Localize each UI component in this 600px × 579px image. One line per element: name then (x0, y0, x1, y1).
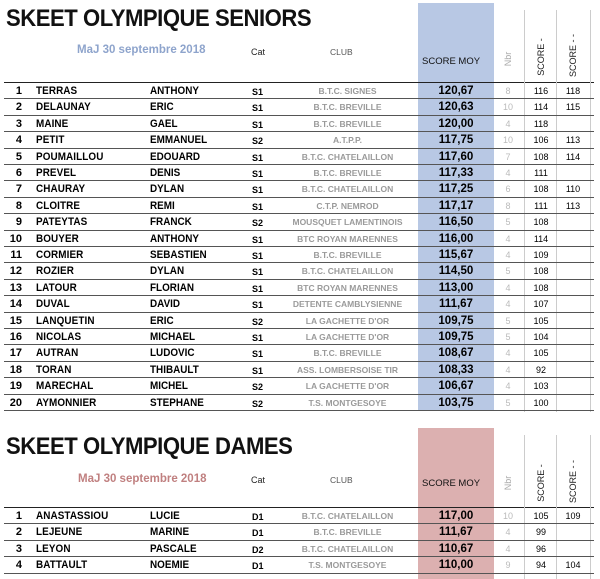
row-club: B.T.C. BREVILLE (313, 348, 382, 359)
row-last-name: PREVEL (36, 167, 77, 179)
row-club: B.T.C. BREVILLE (313, 168, 382, 178)
row-nbr: 5 (505, 332, 511, 342)
row-category: S1 (252, 169, 264, 179)
row-first-name: ERIC (150, 101, 174, 114)
dames-header-s2: SCORE - - (568, 459, 578, 503)
row-score-moy: 117,60 (438, 150, 474, 163)
table-row (0, 395, 600, 411)
row-score-moy: 109,75 (438, 314, 474, 327)
table-row (0, 165, 600, 181)
row-category: D1 (252, 528, 264, 539)
row-last-name: AUTRAN (36, 347, 79, 360)
row-score-moy: 117,75 (438, 134, 474, 147)
row-first-name: MARINE (150, 526, 190, 539)
row-category: S1 (252, 349, 264, 360)
row-club: BTC ROYAN MARENNES (297, 233, 398, 244)
row-last-name: LANQUETIN (36, 314, 95, 327)
row-nbr: 5 (505, 397, 511, 408)
row-score-1: 108 (533, 217, 549, 228)
row-nbr: 9 (505, 560, 511, 571)
dames-header-cat: Cat (251, 475, 266, 485)
table-row (0, 313, 600, 329)
row-score-moy: 108,33 (438, 363, 474, 376)
row-last-name: CLOITRE (36, 199, 81, 212)
row-score-1: 107 (533, 299, 549, 310)
row-last-name: LATOUR (36, 281, 77, 294)
row-rank: 20 (9, 396, 22, 409)
table-row (0, 198, 600, 214)
row-score-2: 113 (565, 135, 581, 146)
table-row (0, 345, 600, 361)
table-row (0, 378, 600, 394)
row-club: BTC ROYAN MARENNES (297, 282, 398, 293)
row-category: S2 (252, 136, 264, 147)
row-score-1: 104 (533, 332, 549, 342)
row-first-name: MICHAEL (150, 331, 196, 343)
table-row (0, 296, 600, 312)
row-nbr: 4 (505, 118, 511, 129)
table-row (0, 524, 600, 540)
row-last-name: NICOLAS (36, 331, 82, 343)
row-first-name: LUDOVIC (150, 347, 195, 360)
row-score-1: 114 (533, 102, 549, 113)
row-score-moy: 117,33 (438, 167, 474, 179)
dames-title: SKEET OLYMPIQUE DAMES (6, 433, 293, 460)
row-score-1: 105 (533, 315, 549, 326)
row-last-name: TORAN (36, 363, 72, 376)
row-first-name: ERIC (150, 314, 174, 327)
row-rank: 1 (15, 510, 22, 522)
table-row (0, 362, 600, 378)
row-club: A.T.P.P. (333, 135, 362, 146)
row-score-1: 96 (535, 543, 546, 554)
row-score-2: 118 (565, 86, 581, 96)
seniors-header-s1: SCORE - (536, 38, 546, 76)
row-club: B.T.C. BREVILLE (313, 527, 382, 538)
dames-header-score: SCORE MOY (422, 478, 481, 489)
row-category: S2 (252, 382, 264, 393)
row-score-2: 113 (565, 200, 581, 211)
row-score-moy: 111,67 (439, 298, 473, 311)
table-row (0, 263, 600, 279)
row-score-moy: 111,67 (439, 526, 473, 539)
row-category: S1 (252, 87, 264, 97)
seniors-header-cat: Cat (251, 47, 266, 57)
dames-header-nbr: Nbr (503, 475, 513, 491)
row-score-1: 108 (533, 282, 549, 293)
row-last-name: MARECHAL (36, 380, 94, 393)
row-score-moy: 120,00 (438, 117, 474, 130)
row-category: D1 (252, 561, 264, 572)
row-rank: 2 (15, 101, 22, 114)
row-score-moy: 106,67 (438, 380, 474, 393)
row-nbr: 6 (505, 184, 511, 195)
row-first-name: SEBASTIEN (150, 249, 207, 261)
row-club: B.T.C. CHATELAILLON (301, 184, 394, 195)
row-last-name: CORMIER (36, 249, 84, 261)
seniors-header-s2: SCORE - - (568, 33, 578, 77)
row-category: S2 (252, 316, 264, 327)
row-first-name: STEPHANE (150, 396, 204, 409)
row-rank: 15 (9, 314, 22, 327)
row-score-1: 114 (533, 233, 549, 244)
table-row (0, 329, 600, 345)
row-nbr: 5 (505, 266, 511, 277)
row-nbr: 4 (505, 381, 511, 392)
row-rank: 6 (15, 167, 22, 179)
row-nbr: 7 (505, 151, 511, 162)
row-last-name: DUVAL (36, 298, 70, 311)
row-nbr: 10 (502, 102, 513, 113)
row-score-1: 92 (535, 364, 546, 375)
row-score-1: 108 (533, 266, 549, 277)
row-rank: 18 (9, 363, 22, 376)
row-club: ASS. LOMBERSOISE TIR (296, 364, 399, 375)
row-score-moy: 113,00 (438, 281, 474, 294)
row-category: S2 (252, 398, 264, 409)
row-club: B.T.C. CHATELAILLON (301, 151, 394, 162)
dames-date: MaJ 30 septembre 2018 (78, 473, 207, 485)
row-nbr: 4 (505, 233, 511, 244)
row-score-2: 104 (565, 560, 581, 571)
row-category: S1 (252, 152, 264, 163)
row-nbr: 4 (505, 543, 511, 554)
row-rank: 3 (15, 117, 22, 130)
row-nbr: 4 (505, 527, 511, 538)
row-nbr: 5 (505, 217, 511, 228)
row-score-1: 94 (535, 560, 546, 571)
row-club: C.T.P. NEMROD (316, 200, 379, 211)
row-rank: 19 (9, 380, 22, 393)
row-category: S1 (252, 185, 264, 196)
row-club: T.S. MONTGESOYE (308, 560, 387, 571)
row-last-name: ANASTASSIOU (36, 510, 109, 522)
row-club: B.T.C. BREVILLE (313, 250, 382, 260)
row-last-name: CHAURAY (36, 183, 86, 196)
row-score-1: 111 (534, 168, 548, 178)
row-score-moy: 110,67 (438, 542, 474, 555)
seniors-header-nbr: Nbr (503, 51, 513, 67)
row-club: DETENTE CAMBLYSIENNE (292, 299, 403, 310)
row-score-moy: 120,67 (438, 85, 474, 97)
row-nbr: 8 (505, 200, 511, 211)
table-row (0, 557, 600, 573)
table-row (0, 214, 600, 230)
row-category: S1 (252, 333, 264, 343)
row-score-2: 109 (565, 511, 581, 521)
seniors-header-score: SCORE MOY (422, 56, 481, 67)
row-club: MOUSQUET LAMENTINOIS (292, 217, 403, 228)
row-nbr: 10 (502, 135, 513, 146)
row-club: B.T.C. CHATELAILLON (301, 511, 394, 521)
row-score-1: 103 (533, 381, 549, 392)
row-first-name: FRANCK (150, 216, 192, 229)
table-row (0, 83, 600, 99)
row-category: S1 (252, 267, 264, 278)
row-score-1: 105 (533, 511, 549, 521)
row-nbr: 4 (505, 168, 511, 178)
row-last-name: LEJEUNE (36, 526, 83, 539)
table-row (0, 149, 600, 165)
row-first-name: DAVID (150, 298, 181, 311)
row-first-name: DENIS (150, 167, 181, 179)
row-rank: 13 (9, 281, 22, 294)
row-score-moy: 117,25 (438, 183, 474, 196)
row-club: B.T.C. BREVILLE (313, 118, 382, 129)
table-row (0, 181, 600, 197)
row-club: LA GACHETTE D'OR (305, 332, 390, 342)
row-score-1: 99 (535, 527, 546, 538)
row-club: T.S. MONTGESOYE (308, 397, 387, 408)
row-first-name: FLORIAN (150, 281, 195, 294)
row-last-name: BOUYER (36, 232, 79, 245)
row-nbr: 4 (505, 348, 511, 359)
dames-header-club: CLUB (330, 475, 353, 485)
row-score-moy: 116,00 (438, 232, 474, 245)
row-rank: 5 (15, 150, 22, 163)
row-rank: 12 (9, 265, 22, 278)
row-nbr: 10 (502, 511, 513, 521)
row-first-name: DYLAN (150, 265, 185, 278)
row-category: S1 (252, 365, 264, 376)
row-score-2: 114 (565, 151, 581, 162)
row-nbr: 8 (505, 86, 511, 96)
row-rank: 7 (15, 183, 22, 196)
row-rank: 14 (9, 298, 22, 311)
row-first-name: ANTHONY (150, 85, 199, 97)
table-row (0, 132, 600, 148)
row-category: S1 (252, 251, 264, 261)
row-rank: 16 (9, 331, 22, 343)
row-rank: 3 (15, 542, 22, 555)
row-score-1: 111 (534, 200, 548, 211)
table-row (0, 541, 600, 557)
row-category: S1 (252, 119, 264, 130)
row-first-name: DYLAN (150, 183, 185, 196)
row-score-1: 108 (533, 184, 549, 195)
row-last-name: ROZIER (36, 265, 74, 278)
row-rank: 11 (10, 249, 22, 261)
row-score-1: 118 (533, 118, 549, 129)
row-last-name: AYMONNIER (36, 396, 97, 409)
row-score-moy: 103,75 (438, 396, 474, 409)
row-score-1: 105 (533, 348, 549, 359)
row-rank: 2 (15, 526, 22, 539)
row-last-name: PETIT (36, 134, 65, 147)
row-last-name: PATEYTAS (36, 216, 88, 229)
row-rank: 4 (15, 559, 22, 572)
row-category: S1 (252, 201, 264, 212)
row-rank: 10 (9, 232, 22, 245)
row-category: S1 (252, 300, 264, 311)
row-first-name: NOEMIE (150, 559, 190, 572)
row-divider (4, 410, 594, 411)
table-row (0, 508, 600, 524)
row-last-name: TERRAS (36, 85, 78, 97)
row-nbr: 4 (505, 299, 511, 310)
row-category: S1 (252, 283, 264, 294)
row-first-name: ANTHONY (150, 232, 199, 245)
row-category: D1 (252, 512, 264, 522)
row-last-name: LEYON (36, 542, 71, 555)
row-first-name: EMMANUEL (150, 134, 208, 147)
seniors-header-club: CLUB (330, 47, 353, 57)
table-row (0, 99, 600, 115)
row-score-moy: 109,75 (438, 331, 474, 343)
row-score-moy: 108,67 (438, 347, 474, 360)
row-score-moy: 114,50 (438, 265, 474, 278)
dames-header-s1: SCORE - (536, 464, 546, 502)
seniors-date: MaJ 30 septembre 2018 (77, 44, 206, 56)
row-club: B.T.C. CHATELAILLON (301, 266, 394, 277)
row-nbr: 4 (505, 282, 511, 293)
row-score-1: 109 (533, 250, 549, 260)
row-last-name: MAINE (36, 117, 69, 130)
row-first-name: MICHEL (150, 380, 188, 393)
row-score-2: 110 (565, 184, 581, 195)
row-score-moy: 117,17 (438, 199, 474, 212)
row-score-moy: 116,50 (438, 216, 474, 229)
row-club: B.T.C. BREVILLE (313, 102, 382, 113)
row-category: S2 (252, 218, 264, 229)
row-first-name: EDOUARD (150, 150, 201, 163)
row-first-name: GAEL (150, 117, 178, 130)
row-score-moy: 120,63 (438, 101, 474, 114)
row-rank: 17 (9, 347, 22, 360)
row-last-name: BATTAULT (36, 559, 88, 572)
row-club: LA GACHETTE D'OR (305, 315, 390, 326)
row-score-moy: 110,00 (438, 559, 474, 572)
row-category: D2 (252, 544, 264, 555)
row-last-name: DELAUNAY (36, 101, 91, 114)
row-first-name: THIBAULT (150, 363, 199, 376)
row-last-name: POUMAILLOU (36, 150, 104, 163)
dames-section (0, 425, 600, 579)
row-first-name: LUCIE (150, 510, 180, 522)
table-row (0, 280, 600, 296)
seniors-title: SKEET OLYMPIQUE SENIORS (6, 5, 312, 32)
row-score-1: 116 (533, 86, 549, 96)
row-category: S1 (252, 234, 264, 245)
row-score-2: 115 (565, 102, 581, 113)
row-score-moy: 117,00 (438, 510, 474, 522)
row-divider (4, 573, 594, 574)
row-first-name: PASCALE (150, 542, 197, 555)
row-score-1: 100 (533, 397, 549, 408)
row-score-moy: 115,67 (438, 249, 474, 261)
row-nbr: 5 (505, 315, 511, 326)
row-club: B.T.C. CHATELAILLON (301, 543, 394, 554)
row-category: S1 (252, 103, 264, 114)
table-row (0, 231, 600, 247)
row-nbr: 4 (505, 250, 511, 260)
row-score-1: 106 (533, 135, 549, 146)
row-club: B.T.C. SIGNES (318, 86, 377, 96)
row-rank: 4 (15, 134, 22, 147)
row-first-name: REMI (150, 199, 175, 212)
row-rank: 9 (15, 216, 22, 229)
row-rank: 8 (15, 199, 22, 212)
row-score-1: 108 (533, 151, 549, 162)
row-rank: 1 (15, 85, 22, 97)
table-row (0, 116, 600, 132)
row-nbr: 4 (505, 364, 511, 375)
table-row (0, 247, 600, 263)
row-club: LA GACHETTE D'OR (305, 381, 390, 392)
